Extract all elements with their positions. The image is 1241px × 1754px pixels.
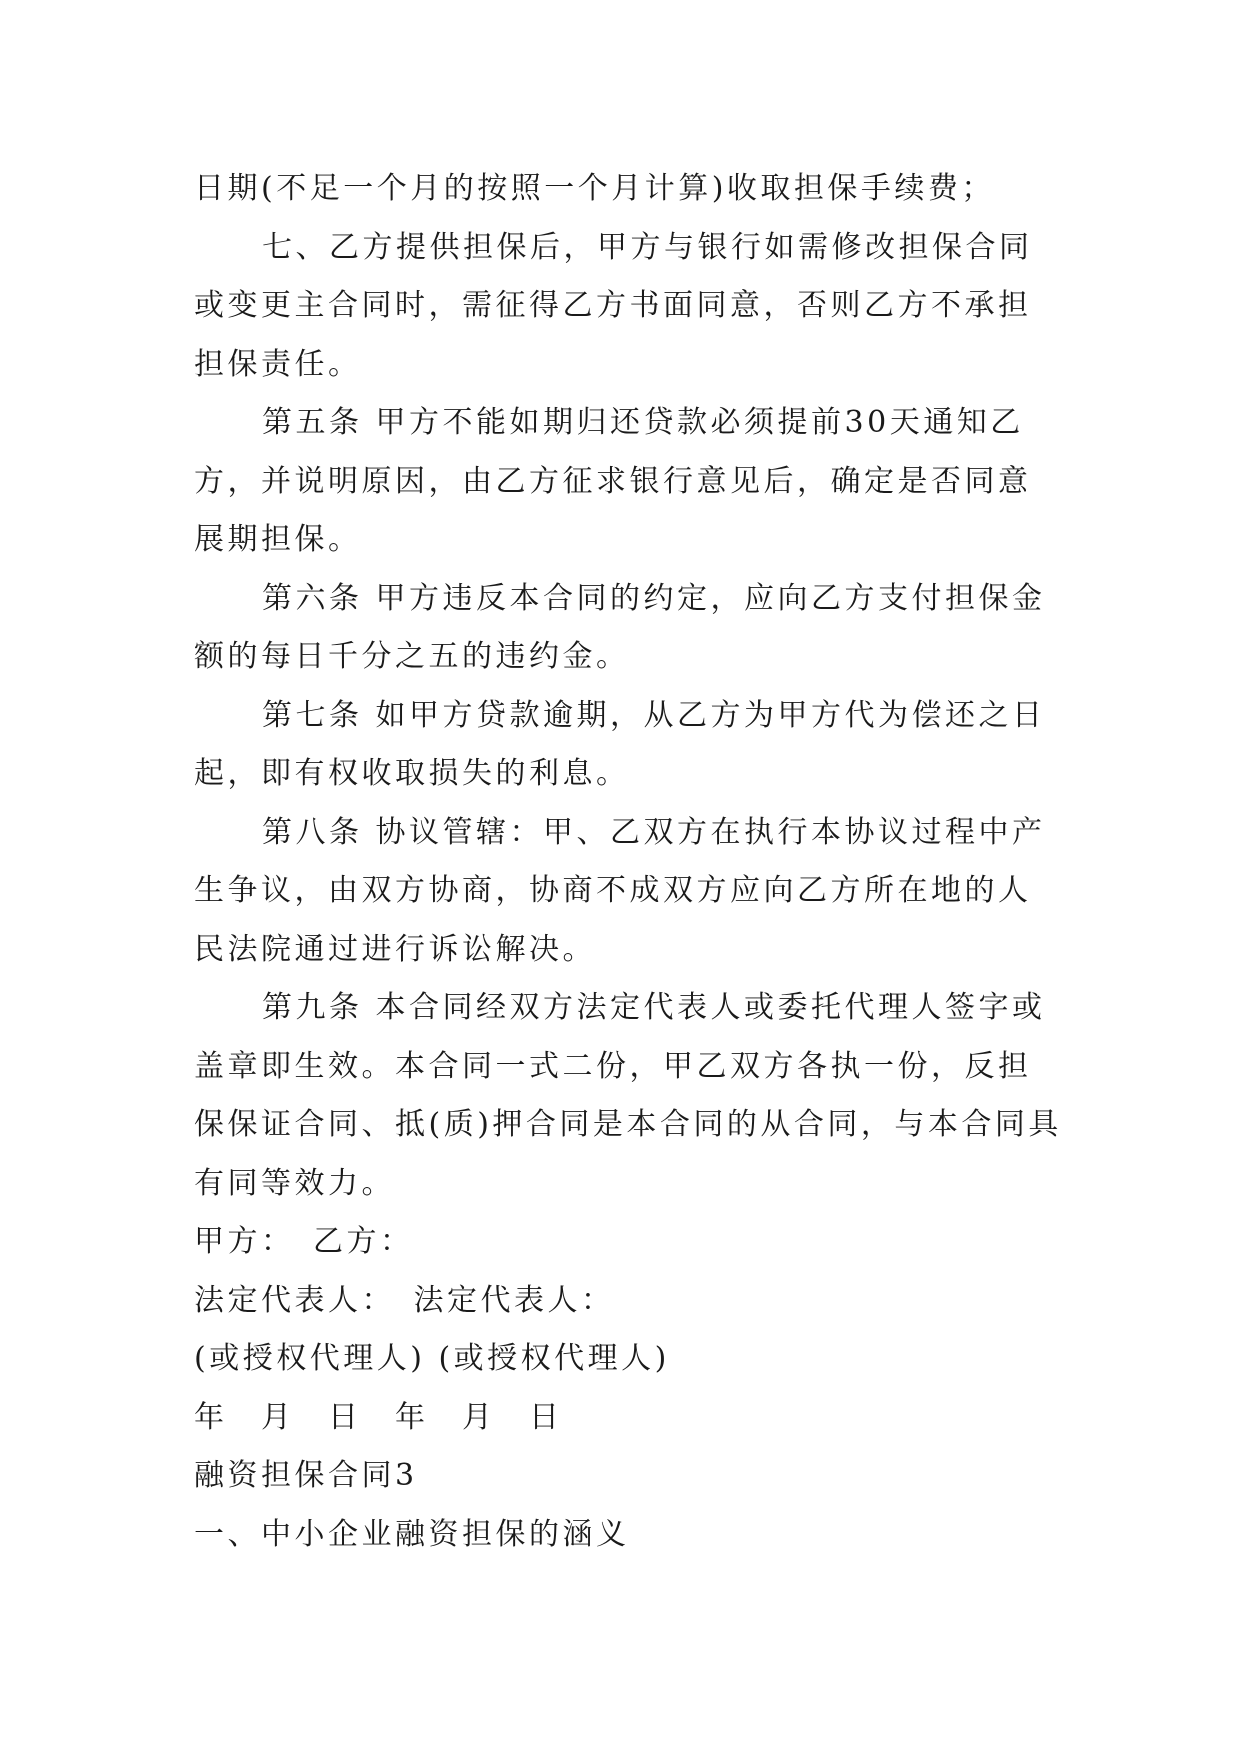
paragraph-article-nine: 第九条 本合同经双方法定代表人或委托代理人签字或盖章即生效。本合同一式二份，甲乙双方各执一份，反担保保证合同、抵(质)押合同是本合同的从合同，与本合同具有同等效力。: [194, 990, 1062, 1201]
paragraph-article-six: 第六条 甲方违反本合同的约定，应向乙方支付担保金额的每日千分之五的违约金。: [194, 580, 1046, 674]
subsection-heading: 一、中小企业融资担保的涵义: [194, 1516, 630, 1552]
section-title: 融资担保合同3: [194, 1458, 418, 1493]
signature-agents: (或授权代理人) (或授权代理人): [194, 1341, 670, 1376]
signature-parties: 甲方： 乙方：: [194, 1224, 414, 1259]
paragraph-article-eight: 第八条 协议管辖：甲、乙双方在执行本协议过程中产生争议，由双方协商，协商不成双方应向乙方所在地的人民法院通过进行诉讼解决。: [194, 814, 1046, 967]
signature-dates: 年 月 日 年 月 日: [194, 1399, 563, 1435]
paragraph-article-seven: 第七条 如甲方贷款逾期，从乙方为甲方代为偿还之日起，即有权收取损失的利息。: [194, 697, 1046, 791]
signature-representatives: 法定代表人： 法定代表人：: [194, 1282, 615, 1318]
document-body: [194, 160, 1064, 1564]
paragraph-article-five: 第五条 甲方不能如期归还贷款必须提前30天通知乙方，并说明原因，由乙方征求银行意见后，确定是否同意展期担保。: [194, 405, 1032, 557]
paragraph-fee-date: 日期(不足一个月的按照一个月计算)收取担保手续费；: [194, 171, 995, 206]
paragraph-clause-seven-item: 七、乙方提供担保后，甲方与银行如需修改担保合同或变更主合同时，需征得乙方书面同意，否则乙方不承担担保责任。: [194, 229, 1033, 382]
